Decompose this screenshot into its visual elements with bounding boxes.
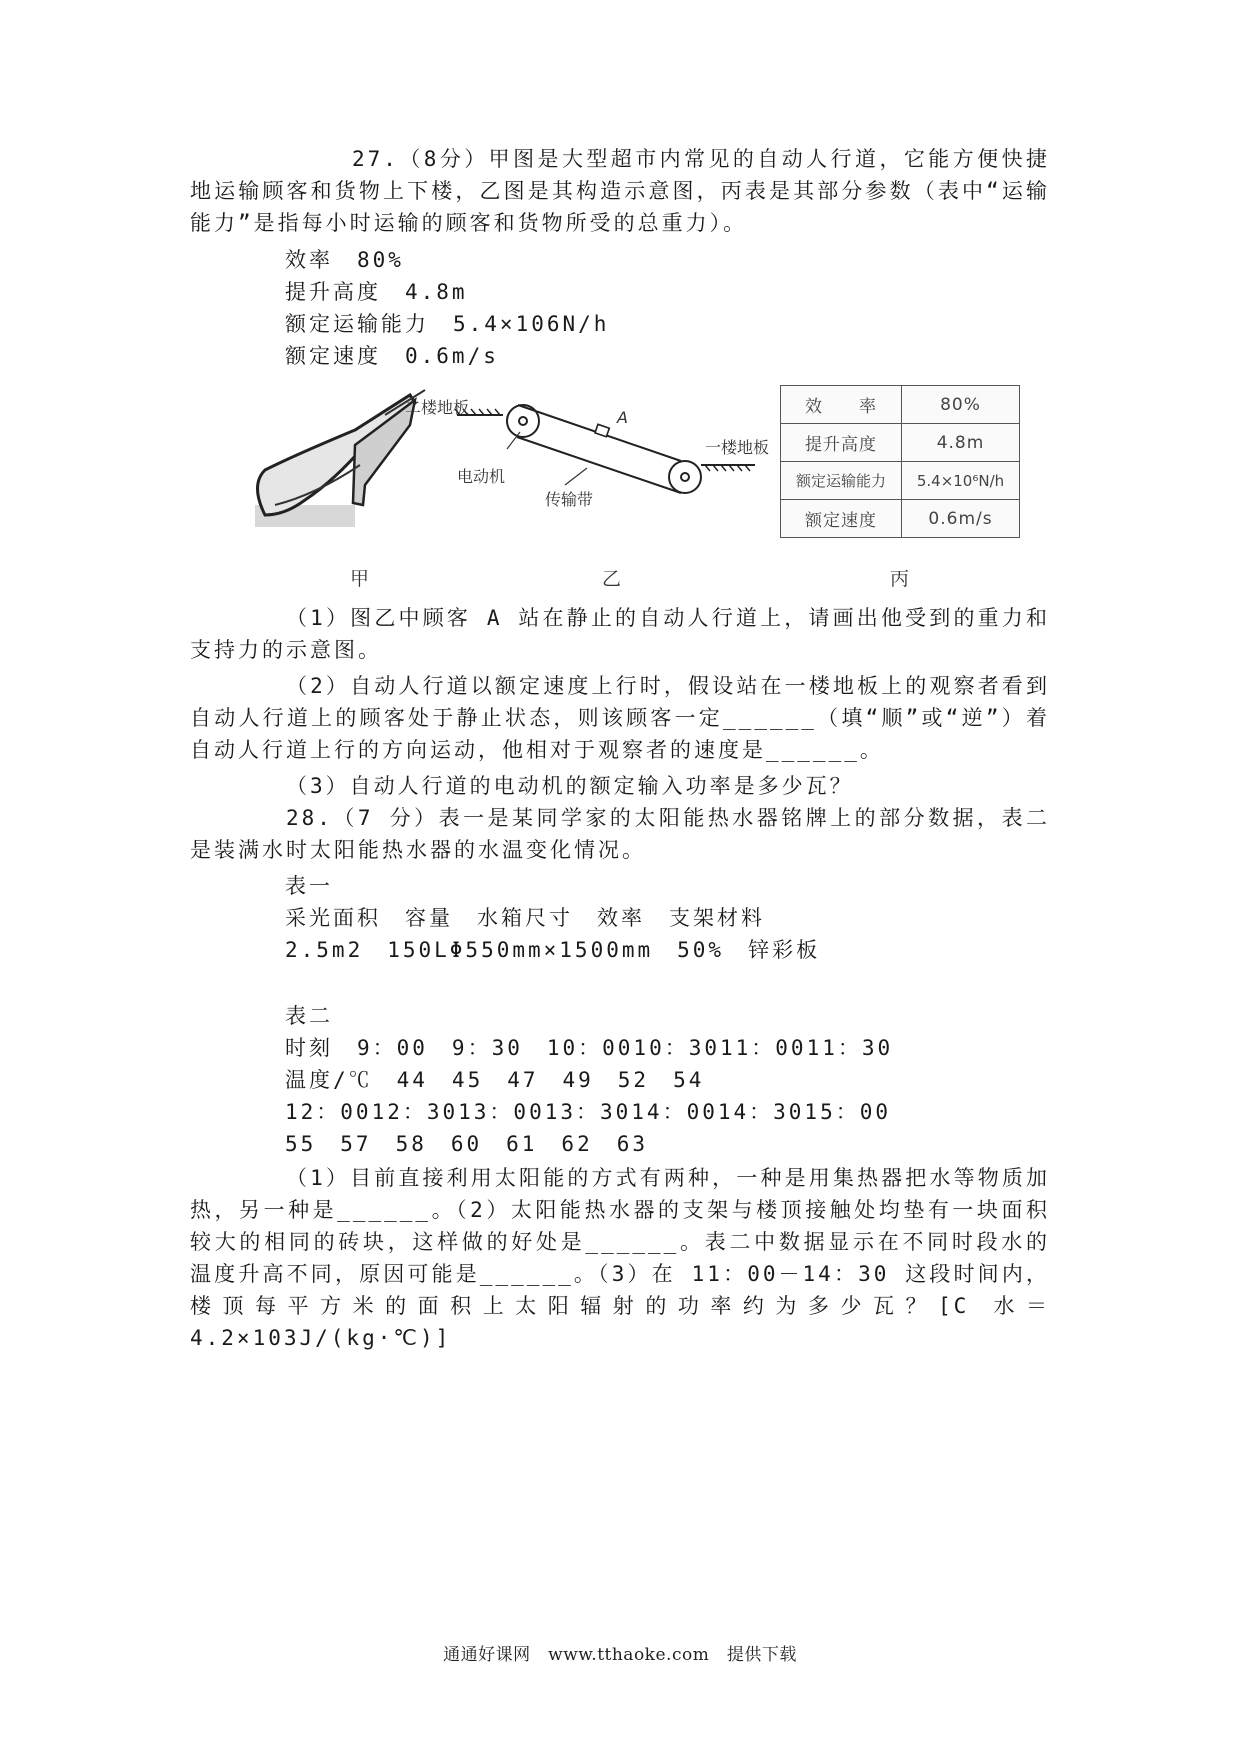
q27-param-height: 提升高度 4.8m <box>285 280 468 304</box>
q28-intro: 28.（7 分）表一是某同学家的太阳能热水器铭牌上的部分数据，表二是装满水时太阳能热水器的水温变化情况。 <box>190 806 1050 862</box>
caption-yi: 乙 <box>602 568 622 590</box>
param-value: 80% <box>902 386 1020 424</box>
q28-table1-header: 采光面积 容量 水箱尺寸 效率 支架材料 <box>285 906 765 930</box>
param-key: 额定运输能力 <box>781 462 902 500</box>
param-row <box>781 500 1020 538</box>
caption-jia: 甲 <box>350 568 370 590</box>
q27-sub3: （3）自动人行道的电动机的额定输入功率是多少瓦？ <box>286 774 854 798</box>
param-key: 提升高度 <box>781 424 902 462</box>
param-row <box>781 462 1020 500</box>
q28-body: （1）目前直接利用太阳能的方式有两种，一种是用集热器把水等物质加热，另一种是______。（2）太阳能热水器的支架与楼顶接触处均垫有一块面积较大的相同的砖块，这样做的好处是______。表二中数据显示在不同时段水的温度升高不同，原因可能是______。（3）在 11：00－14：30 这段时间内，楼顶每平方米的面积上太阳辐射的功率约为多少瓦？[C 水＝4.2×103J/(kg·℃)] <box>190 1166 1050 1350</box>
q27-param-capacity: 额定运输能力 5.4×106N/h <box>285 312 610 336</box>
q28-table2-line: 时刻 9：00 9：30 10：0010：3011：0011：30 <box>285 1036 894 1060</box>
q27-sub1: （1）图乙中顾客 A 站在静止的自动人行道上，请画出他受到的重力和支持力的示意图。 <box>190 606 1050 662</box>
page-footer: 通通好课网 www.tthaoke.com 提供下载 <box>443 1645 797 1665</box>
param-value: 0.6m/s <box>902 500 1020 538</box>
q27-figure <box>235 385 1020 595</box>
escalator-diagram <box>235 385 780 595</box>
param-value: 4.8m <box>902 424 1020 462</box>
label-belt: 传输带 <box>545 490 594 509</box>
param-row <box>781 424 1020 462</box>
q28-table2-line: 55 57 58 60 61 62 63 <box>285 1132 649 1156</box>
param-key: 额定速度 <box>781 500 902 538</box>
q27-param-efficiency: 效率 80% <box>285 248 404 272</box>
q28-table2-line: 12：0012：3013：0013：3014：0014：3015：00 <box>285 1100 892 1124</box>
escalator-photo <box>255 390 425 527</box>
param-key: 效 率 <box>781 386 902 424</box>
q28-table1-row: 2.5m2 150LΦ550mm×1500mm 50% 锌彩板 <box>285 938 821 962</box>
label-floor1: 一楼地板 <box>705 438 770 457</box>
caption-bing-wrap <box>780 553 1020 593</box>
q28-table2-line: 温度/℃ 44 45 47 49 52 54 <box>285 1068 705 1092</box>
caption-bing: 丙 <box>890 568 910 590</box>
label-point-a: A <box>617 408 628 427</box>
q27-param-speed: 额定速度 0.6m/s <box>285 344 499 368</box>
label-motor: 电动机 <box>457 467 506 486</box>
conveyor-schematic <box>405 398 769 509</box>
param-table-bing <box>780 385 1020 538</box>
q28-table2-title: 表二 <box>285 1004 333 1028</box>
q27-intro: 27.（8分）甲图是大型超市内常见的自动人行道，它能方便快捷地运输顾客和货物上下楼，乙图是其构造示意图，丙表是其部分参数（表中“运输能力”是指每小时运输的顾客和货物所受的总重力）。 <box>190 147 1050 235</box>
label-floor2: 二楼地板 <box>405 398 470 417</box>
param-row <box>781 386 1020 424</box>
q27-sub2: （2）自动人行道以额定速度上行时，假设站在一楼地板上的观察者看到自动人行道上的顾客处于静止状态，则该顾客一定______（填“顺”或“逆”）着自动人行道上行的方向运动，他相对于观察者的速度是______。 <box>190 674 1050 762</box>
param-value: 5.4×10⁶N/h <box>902 462 1020 500</box>
q28-table1-title: 表一 <box>285 874 333 898</box>
